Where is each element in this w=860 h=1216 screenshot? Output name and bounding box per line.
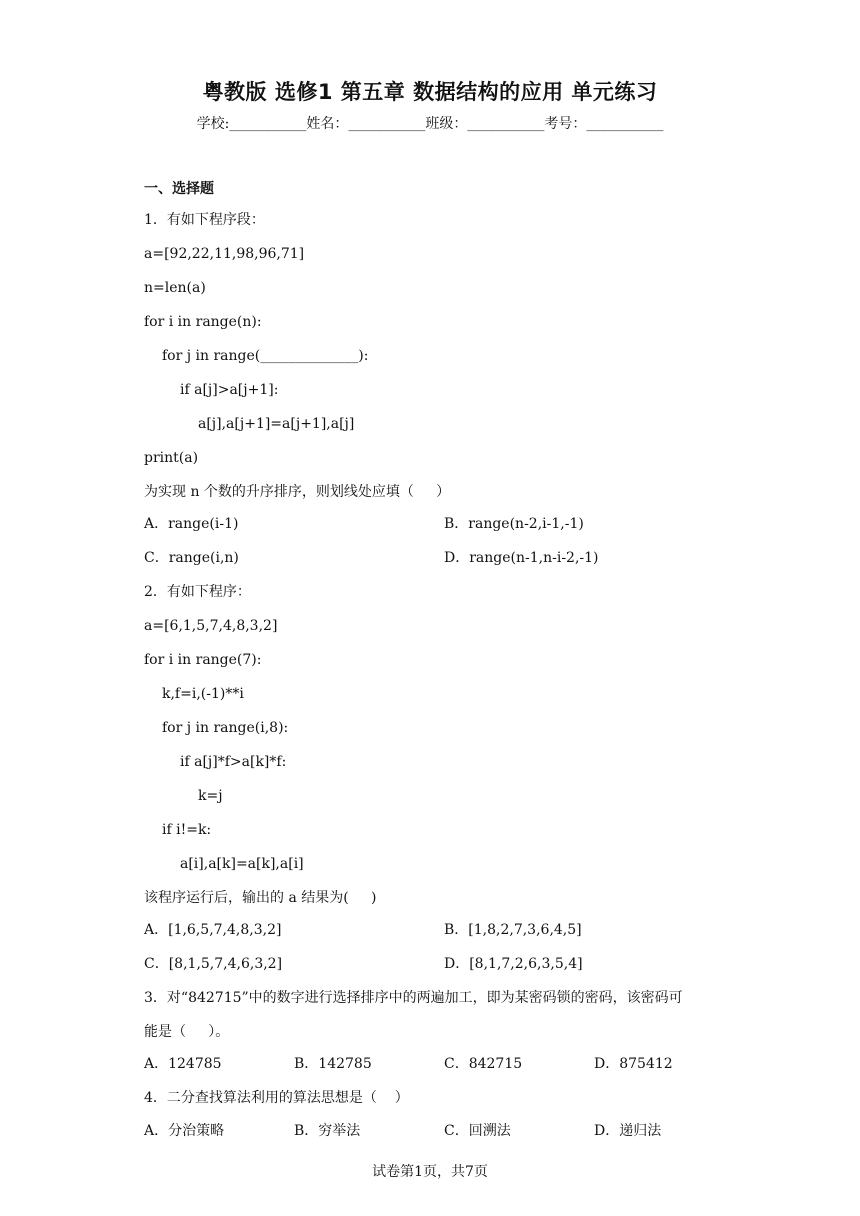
q2-option-b: B．[1,8,2,7,3,6,4,5] <box>444 922 582 938</box>
q4-option-d: D．递归法 <box>594 1123 662 1139</box>
q2-option-d: D．[8,1,7,2,6,3,5,4] <box>444 956 583 972</box>
q2-code-line: if i!=k: <box>162 822 212 838</box>
q2-option-c: C．[8,1,5,7,4,6,3,2] <box>144 956 283 972</box>
q2-code-line: a=[6,1,5,7,4,8,3,2] <box>144 618 278 634</box>
q2-code-line: for j in range(i,8): <box>162 720 289 736</box>
q3-stem-line-2: 能是（ ）。 <box>144 1024 230 1040</box>
q1-code-line: a[j],a[j+1]=a[j+1],a[j] <box>198 416 355 432</box>
q4-option-b: B．穷举法 <box>294 1123 361 1139</box>
q1-code-line: a=[92,22,11,98,96,71] <box>144 246 305 262</box>
q1-question: 为实现 n 个数的升序排序，则划线处应填（ ） <box>144 484 451 500</box>
q1-code-line: if a[j]>a[j+1]: <box>180 382 279 398</box>
student-info-line: 学校:___________姓名：___________班级：___________考号：___________ <box>196 116 664 132</box>
q3-option-b: B．142785 <box>294 1056 372 1072</box>
q4-stem: 4．二分查找算法利用的算法思想是（ ） <box>144 1090 409 1106</box>
q4-option-a: A．分治策略 <box>144 1123 225 1139</box>
q1-stem: 1．有如下程序段： <box>144 212 265 228</box>
q1-code-line: for j in range(______________): <box>162 348 369 364</box>
q2-option-a: A．[1,6,5,7,4,8,3,2] <box>144 922 282 938</box>
q1-code-line: n=len(a) <box>144 280 206 296</box>
q2-code-line: k=j <box>198 788 223 804</box>
q2-code-line: if a[j]*f>a[k]*f: <box>180 754 287 770</box>
q2-code-line: k,f=i,(-1)**i <box>162 686 244 702</box>
q2-question: 该程序运行后，输出的 a 结果为( ) <box>144 890 377 906</box>
q2-stem: 2．有如下程序： <box>144 584 251 600</box>
q3-stem-line-1: 3．对“842715”中的数字进行选择排序中的两遍加工，即为某密码锁的密码，该密码可 <box>144 990 683 1006</box>
q1-option-b: B．range(n-2,i-1,-1) <box>444 516 584 532</box>
page-footer: 试卷第1页，共7页 <box>372 1164 488 1180</box>
q4-option-c: C．回溯法 <box>444 1123 511 1139</box>
section-title: 一、选择题 <box>144 181 214 197</box>
q1-code-line: print(a) <box>144 450 199 466</box>
q3-option-d: D．875412 <box>594 1056 673 1072</box>
q1-option-a: A．range(i-1) <box>144 516 239 532</box>
q1-option-c: C．range(i,n) <box>144 550 239 566</box>
exam-title: 粤教版 选修1 第五章 数据结构的应用 单元练习 <box>202 80 658 104</box>
q1-code-line: for i in range(n): <box>144 314 262 330</box>
q2-code-line: for i in range(7): <box>144 652 262 668</box>
q1-option-d: D．range(n-1,n-i-2,-1) <box>444 550 599 566</box>
q3-option-c: C．842715 <box>444 1056 523 1072</box>
q2-code-line: a[i],a[k]=a[k],a[i] <box>180 856 304 872</box>
q3-option-a: A．124785 <box>144 1056 222 1072</box>
